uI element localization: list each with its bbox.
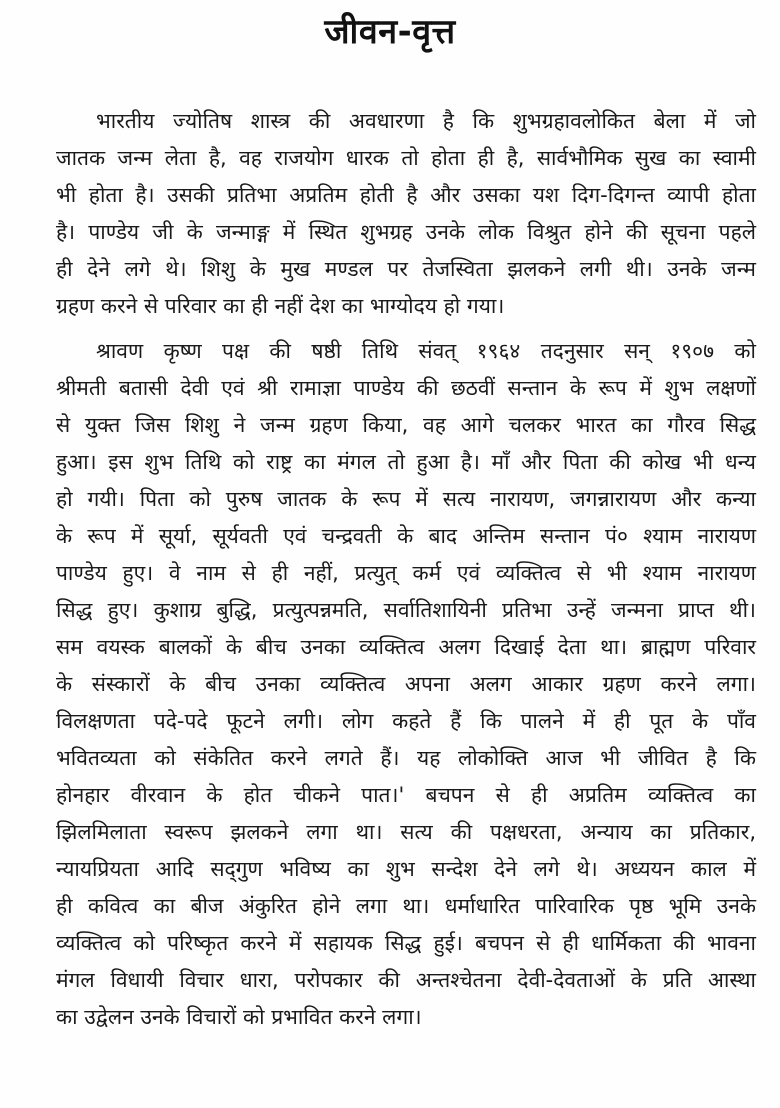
text-line: भवितव्यता को संकेतित करने लगते हैं। यह लोकोक्ति आज भी जीवित है कि	[56, 746, 756, 770]
text-line: हो गयी। पिता को पुरुष जातक के रूप में सत्य नारायण, जगन्नारायण और कन्या	[56, 487, 756, 511]
text-line: भारतीय ज्योतिष शास्त्र की अवधारणा है कि शुभग्रहावलोकित बेला में जो	[96, 109, 756, 133]
text-line: व्यक्तित्व को परिष्कृत करने में सहायक सिद्ध हुई। बचपन से ही धार्मिकता की भावना	[56, 931, 756, 955]
text-line: श्रीमती बतासी देवी एवं श्री रामाज्ञा पाण्डेय की छठवीं सन्तान के रूप में शुभ लक्षणों	[56, 376, 756, 400]
page-title: जीवन-वृत्त	[324, 12, 456, 52]
text-line: विलक्षणता पदे-पदे फूटने लगी। लोग कहते हैं कि पालने में ही पूत के पाँव	[56, 709, 756, 733]
text-line: जातक जन्म लेता है, वह राजयोग धारक तो होता ही है, सार्वभौमिक सुख का स्वामी	[56, 146, 756, 170]
text-line: सिद्ध हुए। कुशाग्र बुद्धि, प्रत्युत्पन्नमति, सर्वातिशायिनी प्रतिभा उन्हें जन्मना प्राप्त थी।	[56, 598, 756, 622]
text-line: का उद्वेलन उनके विचारों को प्रभावित करने लगा।	[56, 1005, 422, 1029]
text-line: है। पाण्डेय जी के जन्माङ्ग में स्थित शुभग्रह उनके लोक विश्रुत होने की सूचना पहले	[56, 220, 756, 244]
text-line: से युक्त जिस शिशु ने जन्म ग्रहण किया, वह आगे चलकर भारत का गौरव सिद्ध	[56, 413, 756, 437]
text-line: सम वयस्क बालकों के बीच उनका व्यक्तित्व अलग दिखाई देता था। ब्राह्मण परिवार	[56, 635, 756, 659]
text-line: झिलमिलाता स्वरूप झलकने लगा था। सत्य की पक्षधरता, अन्याय का प्रतिकार,	[56, 820, 756, 844]
text-line: न्यायप्रियता आदि सद्‌गुण भविष्य का शुभ सन्देश देने लगे थे। अध्ययन काल में	[56, 857, 756, 881]
text-line: हुआ। इस शुभ तिथि को राष्ट्र का मंगल तो हुआ है। माँ और पिता की कोख भी धन्य	[56, 450, 756, 474]
text-line: के संस्कारों के बीच उनका व्यक्तित्व अपना अलग आकार ग्रहण करने लगा।	[56, 672, 756, 696]
text-line: ही देने लगे थे। शिशु के मुख मण्डल पर तेजस्विता झलकने लगी थी। उनके जन्म	[56, 257, 756, 281]
text-line: ग्रहण करने से परिवार का ही नहीं देश का भाग्योदय हो गया।	[56, 294, 505, 318]
text-line: भी होता है। उसकी प्रतिभा अप्रतिम होती है और उसका यश दिग-दिगन्त व्यापी होता	[56, 183, 756, 207]
text-line: होनहार वीरवान के होत चीकने पात।' बचपन से ही अप्रतिम व्यक्तित्व का	[56, 783, 756, 807]
text-line: पाण्डेय हुए। वे नाम से ही नहीं, प्रत्युत् कर्म एवं व्यक्तित्व से भी श्याम नारायण	[56, 561, 756, 585]
text-line: मंगल विधायी विचार धारा, परोपकार की अन्तश्चेतना देवी-देवताओं के प्रति आस्था	[56, 968, 756, 992]
text-line: के रूप में सूर्या, सूर्यवती एवं चन्द्रवती के बाद अन्तिम सन्तान पं० श्याम नारायण	[56, 524, 756, 548]
text-line: ही कवित्व का बीज अंकुरित होने लगा था। धर्माधारित पारिवारिक पृष्ठ भूमि उनके	[56, 894, 756, 918]
text-line: श्रावण कृष्ण पक्ष की षष्ठी तिथि संवत् १९६४ तदनुसार सन् १९०७ को	[96, 339, 756, 363]
